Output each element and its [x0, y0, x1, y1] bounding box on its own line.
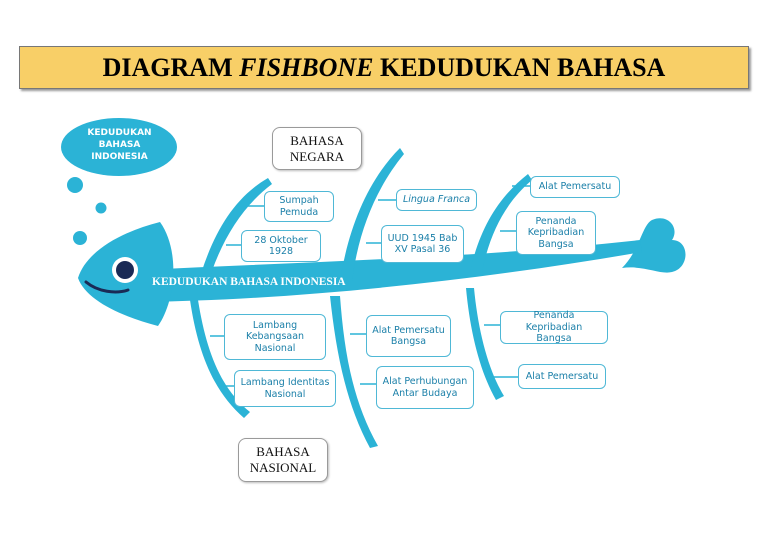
box-sumpah-pemuda: Sumpah Pemuda: [264, 191, 334, 222]
bubble-label: KEDUDUKAN BAHASA INDONESIA: [87, 128, 152, 162]
category-bahasa-negara: BAHASA NEGARA: [272, 127, 362, 170]
box-alat-perhubungan: Alat Perhubungan Antar Budaya: [376, 366, 474, 409]
title-part-2: FISHBONE: [239, 52, 374, 82]
box-lambang-kebangsaan: Lambang Kebangsaan Nasional: [224, 314, 326, 360]
box-28-oktober-1928: 28 Oktober 1928: [241, 230, 321, 262]
title-part-1: DIAGRAM: [102, 52, 240, 82]
box-lambang-identitas: Lambang Identitas Nasional: [234, 370, 336, 407]
fish-pupil: [116, 261, 134, 279]
bubble-dot: [73, 231, 87, 245]
box-lingua-franca: Lingua Franca: [396, 189, 477, 211]
bubble-dot: [96, 203, 107, 214]
box-penanda-kepribadian-top: Penanda Kepribadian Bangsa: [516, 211, 596, 255]
title-part-3: KEDUDUKAN BAHASA: [373, 52, 666, 82]
box-alat-pemersatu-top: Alat Pemersatu: [530, 176, 620, 198]
spine-label: KEDUDUKAN BAHASA INDONESIA: [152, 276, 346, 288]
bubble-dot: [67, 177, 83, 193]
box-uud-1945: UUD 1945 Bab XV Pasal 36: [381, 225, 464, 263]
category-bahasa-nasional: BAHASA NASIONAL: [238, 438, 328, 482]
box-alat-pemersatu-bangsa: Alat Pemersatu Bangsa: [366, 315, 451, 357]
box-alat-pemersatu-bottom: Alat Pemersatu: [518, 364, 606, 389]
box-penanda-kepribadian-bottom: Penanda Kepribadian Bangsa: [500, 311, 608, 344]
